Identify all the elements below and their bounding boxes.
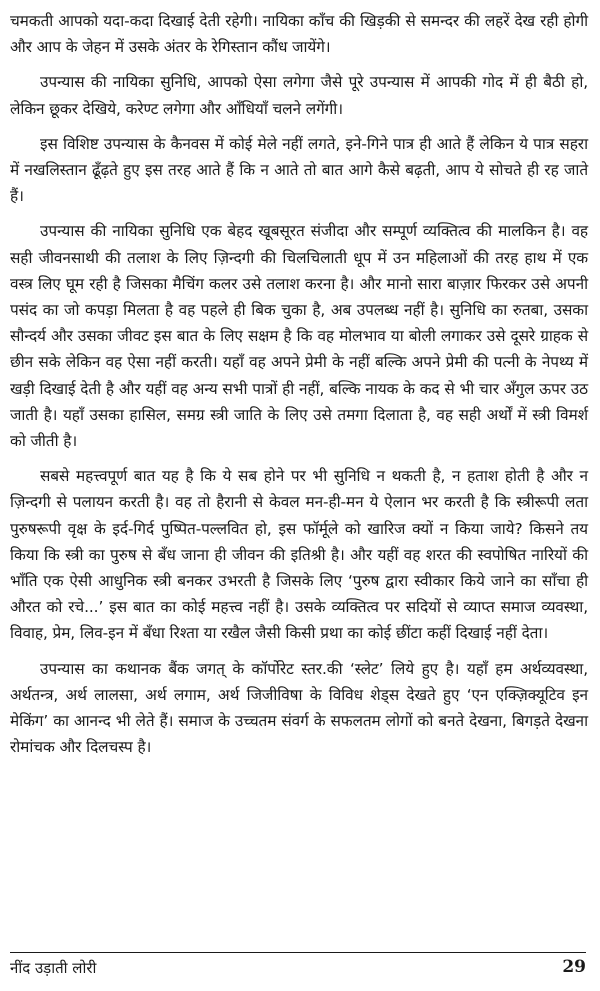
paragraph: चमकती आपको यदा-कदा दिखाई देती रहेगी। नायिका काँच की खिड़की से समन्दर की लहरें देख रही होगी और आप के जेहन में उसके अंतर के रेगिस्तान कौंध जायेंगे। [10, 12, 588, 57]
paragraph: उपन्यास की नायिका सुनिधि एक बेहद खूबसूरत संजीदा और सम्पूर्ण व्यक्तित्व की मालकिन है। वह सही जीवनसाथी की तलाश के लिए ज़िन्दगी की चिलचिलाती धूप में उन महिलाओं की तरह हाथ में एक वस्त्र लिए घूम रही है जिसका मैचिंग कलर उसे तलाश करना है। और मानो सारा बाज़ार फिरकर उसे अपनी पसंद का जो कपड़ा मिलता है वह पहले ही बिक चुका है, अब उपलब्ध नहीं है। सुनिधि का रुतबा, उसका सौन्दर्य और उसका जीवट इस बात के लिए सक्षम है कि वह मोलभाव या बोली लगाकर उसे दूसरे ग्राहक से छीन सके लेकिन वह ऐसा नहीं करती। यहाँ वह अपने प्रेमी के नहीं बल्कि अपने प्रेमी की पत्नी के नेपथ्य में खड़ी दिखाई देती है और यहीं वह अन्य सभी पात्रों ही नहीं, बल्कि नायक के कद से भी चार अँगुल ऊपर उठ जाती है। यहाँ उसका हासिल, समग्र स्त्री जाति के लिए उसे तमगा दिलाता है, वह सही अर्थों में स्त्री विमर्श को जीती है। [10, 222, 588, 451]
page-number: 29 [562, 957, 586, 977]
paragraph: इस विशिष्ट उपन्यास के कैनवस में कोई मेले नहीं लगते, इने-गिने पात्र ही आते हैं लेकिन ये पात्र सहरा में नखलिस्तान ढूँढ़ते हुए इस तरह आते हैं कि न आते तो बात आगे कैसे बढ़ती, आप ये सोचते ही रह जाते हैं। [10, 134, 588, 206]
paragraph: सबसे महत्त्वपूर्ण बात यह है कि ये सब होने पर भी सुनिधि न थकती है, न हताश होती है और न ज़िन्दगी से पलायन करती है। वह तो हैरानी से केवल मन-ही-मन ये ऐलान भर करती है कि स्त्रीरूपी लता पुरुषरूपी वृक्ष के इर्द-गिर्द पुष्पित-पल्लवित हो, इस फॉर्मूले को खारिज क्यों न किया जाये? किसने तय किया कि स्त्री का पुरुष से बँध जाना ही जीवन की इतिश्री है। और यहीं वह शरत की स्वपोषित नारियों की भाँति एक ऐसी आधुनिक स्त्री बनकर उभरती है जिसके लिए ‘पुरुष द्वारा स्वीकार किये जाने का साँचा ही औरत को रचे...’ इस बात का कोई महत्त्व नहीं है। उसके व्यक्तित्व पर सदियों से व्याप्त समाज व्यवस्था, विवाह, प्रेम, लिव-इन में बँधा रिश्ता या रखैल जैसी किसी प्रथा का कोई छींटा कहीं दिखाई नहीं देता। [10, 467, 588, 643]
page-footer [10, 952, 586, 987]
paragraph: उपन्यास की नायिका सुनिधि, आपको ऐसा लगेगा जैसे पूरे उपन्यास में आपकी गोद में ही बैठी हो, लेकिन छूकर देखिये, करेण्ट लगेगा और आँधियाँ चलने लगेंगी। [10, 73, 588, 118]
running-footer-title: नींद उड़ाती लोरी [10, 959, 97, 977]
paragraph: उपन्यास का कथानक बैंक जगत् के कॉर्पोरेट स्तर.की ‘स्लेट’ लिये हुए है। यहाँ हम अर्थव्यवस्था, अर्थतन्त्र, अर्थ लालसा, अर्थ लगाम, अर्थ जिजीविषा के विविध शेड्स देखते हुए ‘एन एक्ज़िक्यूटिव इन मेकिंग’ का आनन्द भी लेते हैं। समाज के उच्चतम संवर्ग के सफलतम लोगों को बनते देखना, बिगड़ते देखना रोमांचक और दिलचस्प है। [10, 659, 588, 757]
body-text [10, 8, 588, 769]
